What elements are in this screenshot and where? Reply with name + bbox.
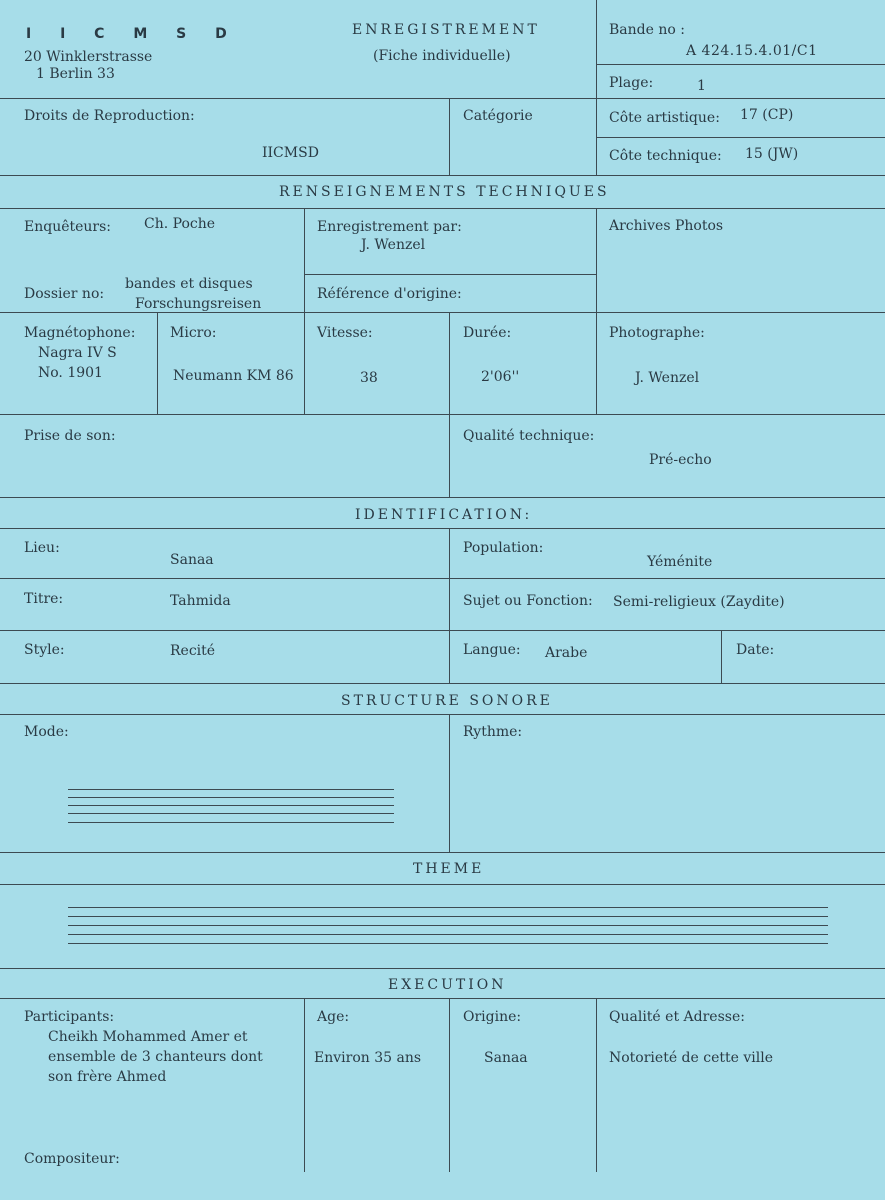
sujet-label: Sujet ou Fonction: — [463, 593, 593, 609]
qualite-adresse-value: Notorieté de cette ville — [609, 1050, 773, 1066]
org-address-line2: 1 Berlin 33 — [36, 66, 115, 82]
rule — [596, 0, 597, 98]
participants-label: Participants: — [24, 1009, 115, 1025]
plage-label: Plage: — [609, 75, 654, 91]
enregistrement-par-label: Enregistrement par: — [317, 219, 462, 235]
date-label: Date: — [736, 642, 775, 658]
dossier-value-line1: bandes et disques — [125, 276, 253, 292]
lieu-value: Sanaa — [170, 552, 214, 568]
enregistrement-par-value: J. Wenzel — [361, 237, 426, 253]
lieu-label: Lieu: — [24, 540, 60, 556]
participants-line1: Cheikh Mohammed Amer et — [48, 1029, 248, 1045]
rule — [0, 578, 885, 579]
prise-de-son-label: Prise de son: — [24, 428, 116, 444]
cote-technique-label: Côte technique: — [609, 148, 722, 164]
titre-label: Titre: — [24, 591, 64, 607]
cote-artistique-label: Côte artistique: — [609, 110, 720, 126]
mode-staff-line — [68, 822, 394, 823]
org-logo: I I C M S D — [26, 26, 239, 42]
enqueteurs-label: Enquêteurs: — [24, 219, 112, 235]
rights-label: Droits de Reproduction: — [24, 108, 195, 124]
rule — [0, 714, 885, 715]
rule — [0, 175, 885, 176]
magnetophone-value-line2: No. 1901 — [38, 365, 103, 381]
vitesse-label: Vitesse: — [317, 325, 373, 341]
population-label: Population: — [463, 540, 544, 556]
rule — [449, 312, 450, 414]
rule — [304, 274, 596, 275]
enqueteurs-value: Ch. Poche — [144, 216, 216, 232]
rule — [449, 98, 450, 175]
style-value: Recité — [170, 643, 216, 659]
rule — [449, 414, 450, 497]
mode-staff-line — [68, 805, 394, 806]
langue-value: Arabe — [545, 645, 588, 661]
age-value: Environ 35 ans — [314, 1050, 422, 1066]
duree-value: 2'06'' — [481, 369, 520, 385]
rule — [0, 852, 885, 853]
vitesse-value: 38 — [360, 370, 378, 386]
langue-label: Langue: — [463, 642, 521, 658]
micro-value: Neumann KM 86 — [173, 368, 294, 384]
bande-value: A 424.15.4.01/C1 — [686, 43, 818, 59]
card-title: ENREGISTREMENT — [352, 22, 540, 38]
style-label: Style: — [24, 642, 65, 658]
mode-staff-line — [68, 813, 394, 814]
photographe-value: J. Wenzel — [635, 370, 700, 386]
magnetophone-value-line1: Nagra IV S — [38, 345, 117, 361]
population-value: Yéménite — [647, 554, 713, 570]
tech-section-title: RENSEIGNEMENTS TECHNIQUES — [279, 184, 610, 200]
qualite-technique-label: Qualité technique: — [463, 428, 595, 444]
origine-value: Sanaa — [484, 1050, 528, 1066]
dossier-label: Dossier no: — [24, 286, 105, 302]
execution-section-title: EXECUTION — [388, 977, 507, 993]
dossier-value-line2: Forschungsreisen — [135, 296, 262, 312]
rule — [721, 630, 722, 683]
rule — [596, 98, 597, 175]
mode-staff-line — [68, 797, 394, 798]
cote-technique-value: 15 (JW) — [745, 146, 799, 162]
rule — [0, 998, 885, 999]
qualite-technique-value: Pré-echo — [649, 452, 712, 468]
rule — [0, 528, 885, 529]
theme-staff-line — [68, 925, 828, 926]
reference-origine-label: Référence d'origine: — [317, 286, 462, 302]
rythme-label: Rythme: — [463, 724, 523, 740]
participants-line2: ensemble de 3 chanteurs dont — [48, 1049, 263, 1065]
rights-value: IICMSD — [262, 145, 319, 161]
structure-section-title: STRUCTURE SONORE — [341, 693, 553, 709]
cote-artistique-value: 17 (CP) — [740, 107, 794, 123]
rule — [596, 998, 597, 1172]
rule — [449, 998, 450, 1172]
rule — [157, 312, 158, 414]
theme-staff-line — [68, 943, 828, 944]
rule — [304, 998, 305, 1172]
rule — [449, 528, 450, 683]
rule — [596, 137, 885, 138]
compositeur-label: Compositeur: — [24, 1151, 120, 1167]
theme-staff-line — [68, 907, 828, 908]
magnetophone-label: Magnétophone: — [24, 325, 136, 341]
qualite-adresse-label: Qualité et Adresse: — [609, 1009, 745, 1025]
rule — [596, 64, 885, 65]
photographe-label: Photographe: — [609, 325, 705, 341]
titre-value: Tahmida — [170, 593, 231, 609]
rule — [0, 630, 885, 631]
rule — [0, 968, 885, 969]
theme-section-title: THEME — [413, 861, 485, 877]
identification-section-title: IDENTIFICATION: — [355, 507, 533, 523]
rule — [596, 208, 597, 414]
rule — [0, 312, 885, 313]
card-subtitle: (Fiche individuelle) — [373, 48, 511, 64]
participants-line3: son frère Ahmed — [48, 1069, 167, 1085]
duree-label: Durée: — [463, 325, 512, 341]
archives-photos-label: Archives Photos — [609, 218, 724, 234]
rule — [304, 208, 305, 414]
org-address-line1: 20 Winklerstrasse — [24, 49, 153, 65]
micro-label: Micro: — [170, 325, 217, 341]
rule — [0, 414, 885, 415]
plage-value: 1 — [697, 78, 706, 94]
rule — [449, 714, 450, 852]
rule — [0, 208, 885, 209]
mode-staff-line — [68, 789, 394, 790]
age-label: Age: — [317, 1009, 350, 1025]
origine-label: Origine: — [463, 1009, 522, 1025]
categorie-label: Catégorie — [463, 108, 533, 124]
mode-label: Mode: — [24, 724, 69, 740]
sujet-value: Semi-religieux (Zaydite) — [613, 594, 785, 610]
bande-label: Bande no : — [609, 22, 685, 38]
rule — [0, 884, 885, 885]
theme-staff-line — [68, 934, 828, 935]
rule — [0, 497, 885, 498]
rule — [0, 98, 885, 99]
theme-staff-line — [68, 916, 828, 917]
rule — [0, 683, 885, 684]
